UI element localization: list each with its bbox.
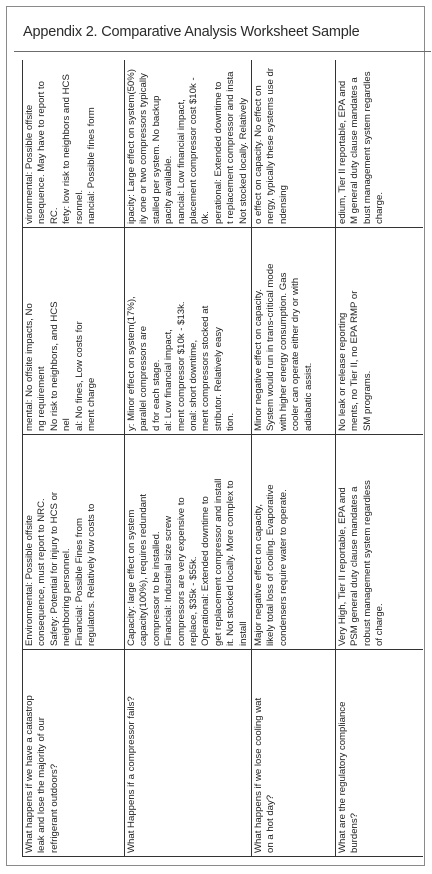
co2-option-cell	[125, 228, 252, 435]
cell-text-line: Operational: Extended downtime to	[200, 496, 212, 646]
alternative-option-cell	[252, 60, 336, 228]
cell-text-line: al: No fines, Low costs for	[73, 321, 85, 431]
cell-text-line: al: Low financial impact,	[163, 329, 175, 431]
comparative-analysis-table	[22, 60, 423, 857]
document-title: Appendix 2. Comparative Analysis Worksheet Sample	[23, 24, 360, 40]
cell-text-line: t replacement compressor and insta	[225, 71, 237, 224]
cell-text-line: mental: No offsite impacts, No	[24, 303, 35, 431]
cell-text-line: What Happens if a compressor fails?	[126, 696, 137, 853]
cell-text-line: cooler can operate either dry or with	[290, 277, 302, 431]
cell-text-line: ily one or two compressors typically	[138, 73, 150, 224]
cell-text-line: ipacity: Large effect on system(50%)	[126, 69, 137, 224]
worksheet-table-viewport	[22, 60, 423, 857]
cell-text-line: ndensing	[277, 185, 289, 224]
cell-text-line: o effect on capacity. No effect on	[253, 85, 265, 224]
cell-text-line: on a hot day?	[265, 794, 277, 853]
cell-text-line: nancial: Low financial impact,	[175, 99, 187, 224]
cell-text-line: y: Minor effect on system(17%),	[126, 296, 137, 431]
ammonia-option-cell	[252, 435, 336, 650]
cell-text-line: PSM general duty clause mandates a	[349, 486, 361, 646]
ammonia-option-cell	[336, 435, 423, 650]
cell-text-line: placement compressor cost $10k -	[188, 77, 200, 224]
cell-text-line: robust management system regardless	[361, 480, 373, 646]
cell-text-line: 0k.	[200, 211, 212, 224]
question-cell	[336, 650, 423, 857]
co2-option-cell	[252, 228, 336, 435]
cell-text-line: edium, Tier II reportable, EPA and	[337, 80, 349, 224]
cell-text-line: No leak or release reporting	[337, 312, 349, 431]
table-row	[252, 60, 336, 857]
cell-text-line: rsonnel.	[73, 189, 85, 224]
cell-text-line: perational: Extended downtime to	[212, 81, 224, 224]
cell-text-line: Capacity: large effect on system	[126, 509, 137, 646]
cell-text-line: charge.	[374, 192, 386, 224]
cell-text-line: nsequence. May have to report to	[36, 81, 48, 224]
cell-text-line: install	[237, 621, 249, 646]
question-cell	[252, 650, 336, 857]
cell-text-line: What are the regulatory compliance	[337, 701, 349, 853]
cell-text-line: replace, $35k - $55k.	[188, 556, 200, 646]
cell-text-line: d for each stage.	[150, 359, 162, 431]
cell-text-line: Financial: Possible Fines from	[73, 518, 85, 646]
cell-text-line: pacity available.	[163, 155, 175, 224]
cell-text-line: Not stocked locally. Relatively	[237, 97, 249, 224]
cell-text-line: stalled per system. No backup	[150, 95, 162, 224]
alternative-option-cell	[336, 60, 423, 228]
cell-text-line: ment compressor $10k - $13k.	[175, 301, 187, 431]
cell-text-line: nergy, typically these systems use dr	[265, 67, 277, 224]
cell-text-line: Major negative effect on capacity,	[253, 503, 265, 646]
alternative-option-cell	[23, 60, 125, 228]
cell-text-line: compressor to be installed.	[150, 531, 162, 646]
cell-text-line: likely total loss of cooling. Evaporative	[265, 484, 277, 646]
cell-text-line: burdens?	[349, 812, 361, 853]
table-row	[125, 60, 252, 857]
cell-text-line: bust management system regardles	[361, 71, 373, 224]
cell-text-line: compressors are very expensive to	[175, 497, 187, 646]
cell-text-line: Minor negative effect on capacity.	[253, 288, 265, 431]
question-cell	[125, 650, 252, 857]
cell-text-line: ments, no Tier II, no EPA RMP or	[349, 290, 361, 431]
cell-text-line: What happens if we have a catastrop	[24, 695, 35, 853]
cell-text-line: Financial: Industrial size screw	[163, 515, 175, 646]
cell-text-line: nancial: Possible fines form	[86, 107, 98, 224]
ammonia-option-cell	[125, 435, 252, 650]
cell-text-line: onal: short downtime,	[188, 339, 200, 431]
cell-text-line: with higher energy consumption. Gas	[277, 272, 289, 431]
table-row	[336, 60, 423, 857]
cell-text-line: M general duty clause mandates a	[349, 77, 361, 224]
cell-text-line: ng requirement	[36, 366, 48, 431]
co2-option-cell	[336, 228, 423, 435]
cell-text-line: it. Not stocked locally. More complex to	[225, 480, 237, 646]
cell-text-line: Environmental: Possible offsite	[24, 514, 35, 646]
alternative-option-cell	[125, 60, 252, 228]
ammonia-option-cell	[23, 435, 125, 650]
cell-text-line: fety: low risk to neighbors and HCS	[61, 74, 73, 224]
cell-text-line: regulators. Relatively low costs to	[86, 503, 98, 646]
cell-text-line: nel	[61, 418, 73, 431]
title-divider	[14, 51, 431, 52]
question-cell	[23, 650, 125, 857]
cell-text-line: capacity(100%), requires redundant	[138, 494, 150, 646]
cell-text-line: tion.	[225, 412, 237, 431]
cell-text-line: consequence, must report to NRC.	[36, 498, 48, 646]
cell-text-line: SM programs.	[361, 370, 373, 431]
cell-text-line: leak and lose the majority of our	[36, 717, 48, 853]
cell-text-line: adiabatic assist.	[302, 362, 314, 431]
cell-text-line: stributor. Relatively easy	[212, 327, 224, 431]
table-row	[23, 60, 125, 857]
cell-text-line: ment charge	[86, 377, 98, 431]
cell-text-line: refrigerant outdoors?	[48, 763, 60, 853]
cell-text-line: get replacement compressor and install	[212, 478, 224, 646]
cell-text-line: No risk to neighbors, and HCS	[48, 301, 60, 431]
document-page	[6, 6, 425, 866]
co2-option-cell	[23, 228, 125, 435]
cell-text-line: RC.	[48, 207, 60, 224]
cell-text-line: Very High, Tier II reportable, EPA and	[337, 487, 349, 646]
cell-text-line: condensers require water to operate.	[277, 489, 289, 646]
cell-text-line: ment compressors stocked at	[200, 305, 212, 431]
rotated-table-container	[22, 60, 423, 857]
cell-text-line: Safety: Potential for injury to HCS or	[48, 491, 60, 646]
cell-text-line: vironmental: Possible offsite	[24, 104, 35, 224]
cell-text-line: of charge.	[374, 603, 386, 646]
cell-text-line: neighboring personnel.	[61, 548, 73, 646]
cell-text-line: parallel compressors are	[138, 325, 150, 431]
cell-text-line: System would run in trans-critical mode	[265, 263, 277, 431]
cell-text-line: What happens if we lose cooling wat	[253, 697, 265, 853]
